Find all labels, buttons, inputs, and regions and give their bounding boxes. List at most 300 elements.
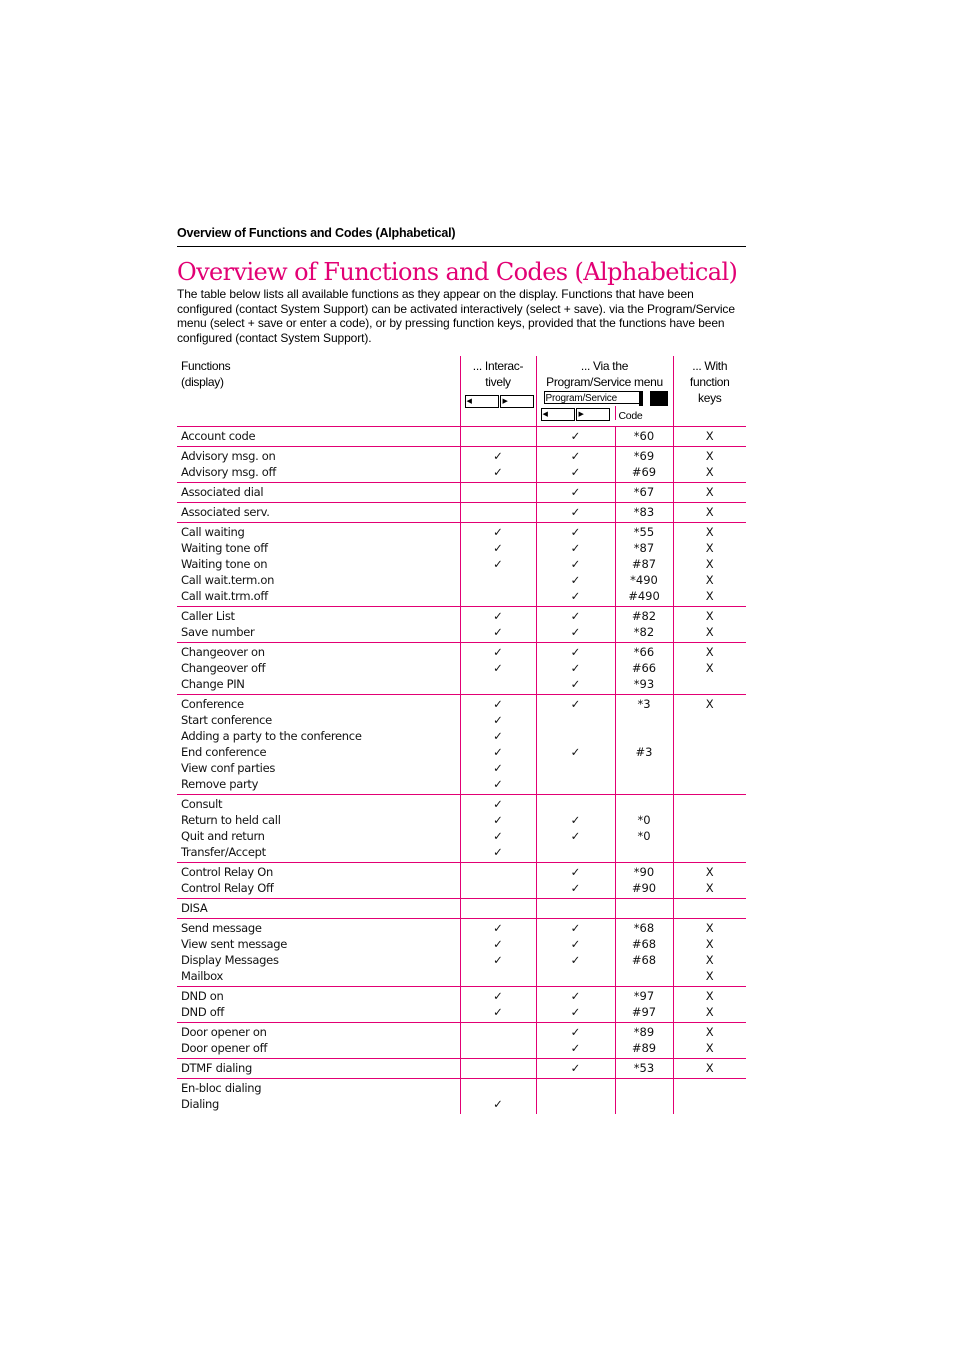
code-cell <box>615 447 673 483</box>
keys-cell <box>673 607 746 643</box>
function-name: Conference <box>181 697 244 711</box>
interactive-mark: ✓ <box>493 465 503 479</box>
code-cell <box>615 899 673 919</box>
code-value: *89 <box>633 1025 655 1039</box>
function-key-mark: X <box>705 969 714 983</box>
code-value: *53 <box>633 1061 655 1075</box>
interactive-mark <box>461 968 536 984</box>
function-key-mark: X <box>705 1041 714 1055</box>
functions-cell <box>177 427 460 447</box>
interactive-cell <box>460 863 536 899</box>
menu-mark: ✓ <box>570 881 581 895</box>
code-value: *83 <box>633 505 655 519</box>
header-via-menu-line: ... Via the <box>580 359 629 373</box>
function-name: End conference <box>181 745 267 759</box>
interactive-mark: ✓ <box>493 989 503 1003</box>
function-name: Consult <box>181 797 223 811</box>
header-interactively <box>460 356 536 427</box>
function-name: View sent message <box>181 937 288 951</box>
function-name: Account code <box>181 429 256 443</box>
menu-cell <box>536 503 615 523</box>
function-key-mark: X <box>705 505 714 519</box>
header-function-keys-line: function <box>689 375 730 389</box>
functions-cell <box>177 899 460 919</box>
keys-cell <box>673 795 746 863</box>
function-key-mark: X <box>705 573 714 587</box>
intro-paragraph: The table below lists all available functions as they appear on the display. Functions that have been configured (contact System Support) can be activated interactively (select + save). via the Program/Service menu (select + save or enter a code), or by pressing function keys, provided that the functions have been configured (contact System Support). <box>177 287 735 345</box>
display-keys-graphic <box>461 395 536 425</box>
code-cell <box>615 919 673 987</box>
function-name: Quit and return <box>181 829 265 843</box>
header-functions-line: Functions <box>181 359 231 373</box>
interactive-mark <box>461 504 536 520</box>
menu-mark: ✓ <box>570 609 581 623</box>
code-value: *93 <box>633 677 655 691</box>
table-row <box>177 1059 746 1079</box>
functions-cell <box>177 695 460 795</box>
menu-mark <box>537 844 615 860</box>
function-name: DND off <box>181 1005 225 1019</box>
table-row <box>177 427 746 447</box>
page-title: Overview of Functions and Codes (Alphabetical) <box>177 258 738 286</box>
code-cell <box>615 1059 673 1079</box>
code-value: #89 <box>631 1041 657 1055</box>
function-name: Associated serv. <box>181 505 270 519</box>
functions-codes-table <box>177 356 746 1114</box>
function-key-mark <box>674 676 747 692</box>
function-name: Call waiting <box>181 525 245 539</box>
keys-cell <box>673 427 746 447</box>
keys-cell <box>673 483 746 503</box>
code-column-separator <box>615 406 616 420</box>
code-value <box>616 712 673 728</box>
menu-cell <box>536 523 615 607</box>
interactive-cell <box>460 695 536 795</box>
interactive-mark: ✓ <box>493 829 503 843</box>
menu-mark: ✓ <box>570 573 581 587</box>
function-name: Change PIN <box>181 677 245 691</box>
menu-left-key <box>541 408 575 421</box>
keys-cell <box>673 447 746 483</box>
header-via-menu <box>536 356 673 427</box>
interactive-mark: ✓ <box>493 953 503 967</box>
header-interactively-line: tively <box>485 375 511 389</box>
menu-mark: ✓ <box>570 449 581 463</box>
function-key-mark <box>674 828 747 844</box>
menu-cell <box>536 899 615 919</box>
code-value: *0 <box>637 813 651 827</box>
code-cell <box>615 643 673 695</box>
table-row <box>177 607 746 643</box>
interactive-mark: ✓ <box>493 661 503 675</box>
interactive-mark: ✓ <box>493 449 503 463</box>
code-value: *490 <box>630 573 658 587</box>
function-name: Return to held call <box>181 813 281 827</box>
interactive-mark: ✓ <box>493 713 503 727</box>
code-value <box>616 968 673 984</box>
code-value: #68 <box>631 937 657 951</box>
interactive-cell <box>460 899 536 919</box>
function-key-mark <box>674 812 747 828</box>
keys-cell <box>673 987 746 1023</box>
function-name: Mailbox <box>181 969 224 983</box>
interactive-mark: ✓ <box>493 845 503 859</box>
function-name: Advisory msg. off <box>181 465 277 479</box>
interactive-mark: ✓ <box>493 645 503 659</box>
function-name: Control Relay On <box>181 865 274 879</box>
function-name: Save number <box>181 625 255 639</box>
code-value: #90 <box>631 881 657 895</box>
header-function-keys-line: ... With <box>692 359 728 373</box>
menu-mark: ✓ <box>570 429 581 443</box>
code-cell <box>615 863 673 899</box>
interactive-mark: ✓ <box>493 1097 503 1111</box>
function-key-mark: X <box>705 1005 714 1019</box>
interactive-cell <box>460 795 536 863</box>
menu-cell <box>536 795 615 863</box>
keys-cell <box>673 695 746 795</box>
menu-mark: ✓ <box>570 485 581 499</box>
menu-mark: ✓ <box>570 645 581 659</box>
table-row <box>177 899 746 919</box>
menu-mark: ✓ <box>570 697 581 711</box>
menu-mark <box>537 968 615 984</box>
header-code: Code <box>618 410 643 422</box>
code-value <box>616 776 673 792</box>
menu-mark: ✓ <box>570 813 581 827</box>
function-key-mark: X <box>705 697 714 711</box>
code-value: *68 <box>633 921 655 935</box>
functions-cell <box>177 447 460 483</box>
menu-cell <box>536 483 615 503</box>
menu-mark: ✓ <box>570 557 581 571</box>
interactive-mark: ✓ <box>493 557 503 571</box>
code-value: *69 <box>633 449 655 463</box>
function-name: Changeover on <box>181 645 265 659</box>
left-triangle-icon: ◀ <box>542 411 548 418</box>
interactive-mark: ✓ <box>493 609 503 623</box>
table-row <box>177 987 746 1023</box>
functions-cell <box>177 863 460 899</box>
interactive-cell <box>460 1023 536 1059</box>
code-cell <box>615 1079 673 1115</box>
code-value <box>616 1096 673 1112</box>
code-value: *82 <box>633 625 655 639</box>
menu-mark: ✓ <box>570 937 581 951</box>
interactive-mark <box>461 1024 536 1040</box>
table-row <box>177 483 746 503</box>
interactive-cell <box>460 503 536 523</box>
function-key-mark: X <box>705 449 714 463</box>
code-value: *90 <box>633 865 655 879</box>
table-row <box>177 643 746 695</box>
menu-cell <box>536 643 615 695</box>
keys-cell <box>673 1023 746 1059</box>
function-key-mark: X <box>705 881 714 895</box>
interactive-mark <box>461 1080 536 1096</box>
function-key-mark: X <box>705 541 714 555</box>
interactive-cell <box>460 919 536 987</box>
interactive-mark: ✓ <box>493 921 503 935</box>
interactive-mark: ✓ <box>493 777 503 791</box>
menu-cell <box>536 607 615 643</box>
code-cell <box>615 1023 673 1059</box>
interactive-mark <box>461 572 536 588</box>
code-value <box>616 1080 673 1096</box>
header-functions <box>177 356 460 427</box>
menu-mark: ✓ <box>570 465 581 479</box>
code-value: #68 <box>631 953 657 967</box>
menu-mark: ✓ <box>570 625 581 639</box>
display-right-key <box>500 395 534 408</box>
interactive-mark <box>461 900 536 916</box>
function-key-mark <box>674 712 747 728</box>
table-row <box>177 795 746 863</box>
interactive-mark: ✓ <box>493 797 503 811</box>
interactive-mark: ✓ <box>493 729 503 743</box>
interactive-cell <box>460 987 536 1023</box>
interactive-mark: ✓ <box>493 697 503 711</box>
function-name: Advisory msg. on <box>181 449 276 463</box>
menu-mark <box>537 1096 615 1112</box>
function-key-mark: X <box>705 937 714 951</box>
menu-mark <box>537 796 615 812</box>
function-key-mark: X <box>705 1025 714 1039</box>
interactive-mark <box>461 880 536 896</box>
display-left-key <box>465 395 499 408</box>
code-value: #66 <box>631 661 657 675</box>
interactive-mark: ✓ <box>493 541 503 555</box>
function-key-mark <box>674 728 747 744</box>
function-name: View conf parties <box>181 761 276 775</box>
code-cell <box>615 427 673 447</box>
menu-display-graphic <box>537 390 673 420</box>
menu-mark: ✓ <box>570 1025 581 1039</box>
menu-mark <box>537 900 615 916</box>
interactive-mark: ✓ <box>493 937 503 951</box>
code-cell <box>615 523 673 607</box>
interactive-cell <box>460 643 536 695</box>
header-rule <box>177 246 746 247</box>
keys-cell <box>673 503 746 523</box>
interactive-mark <box>461 676 536 692</box>
interactive-mark <box>461 1040 536 1056</box>
function-key-mark <box>674 776 747 792</box>
code-cell <box>615 483 673 503</box>
code-value <box>616 760 673 776</box>
menu-mark: ✓ <box>570 525 581 539</box>
interactive-mark <box>461 1060 536 1076</box>
functions-cell <box>177 987 460 1023</box>
function-key-mark: X <box>705 525 714 539</box>
code-cell <box>615 607 673 643</box>
interactive-mark: ✓ <box>493 761 503 775</box>
function-name: Remove party <box>181 777 259 791</box>
menu-mark <box>537 712 615 728</box>
function-name: DISA <box>181 901 208 915</box>
code-value: #69 <box>631 465 657 479</box>
interactive-cell <box>460 483 536 503</box>
function-key-mark: X <box>705 921 714 935</box>
function-name: Door opener on <box>181 1025 267 1039</box>
menu-mark: ✓ <box>570 829 581 843</box>
keys-cell <box>673 863 746 899</box>
menu-mark: ✓ <box>570 1005 581 1019</box>
interactive-cell <box>460 523 536 607</box>
interactive-cell <box>460 427 536 447</box>
code-value: *3 <box>637 697 651 711</box>
menu-mark: ✓ <box>570 677 581 691</box>
keys-cell <box>673 523 746 607</box>
functions-cell <box>177 1079 460 1115</box>
keys-cell <box>673 1059 746 1079</box>
keys-cell <box>673 899 746 919</box>
function-key-mark <box>674 1080 747 1096</box>
function-name: Changeover off <box>181 661 266 675</box>
function-name: Start conference <box>181 713 272 727</box>
code-value <box>616 796 673 812</box>
menu-mark: ✓ <box>570 1041 581 1055</box>
function-key-mark <box>674 744 747 760</box>
function-name: Dialing <box>181 1097 219 1111</box>
menu-right-key <box>576 408 610 421</box>
menu-mark: ✓ <box>570 865 581 879</box>
function-key-mark <box>674 900 747 916</box>
menu-mark: ✓ <box>570 745 581 759</box>
code-value: #82 <box>631 609 657 623</box>
function-name: Door opener off <box>181 1041 268 1055</box>
function-name: Send message <box>181 921 262 935</box>
table-row <box>177 523 746 607</box>
menu-cell <box>536 1079 615 1115</box>
functions-cell <box>177 523 460 607</box>
functions-cell <box>177 795 460 863</box>
function-name: Adding a party to the conference <box>181 729 362 743</box>
display-block <box>650 391 668 406</box>
keys-cell <box>673 643 746 695</box>
menu-display-box: Program/Service <box>544 391 642 404</box>
menu-cell <box>536 447 615 483</box>
interactive-mark: ✓ <box>493 1005 503 1019</box>
function-name: Caller List <box>181 609 235 623</box>
function-key-mark: X <box>705 661 714 675</box>
table-row <box>177 503 746 523</box>
interactive-mark <box>461 428 536 444</box>
menu-cell <box>536 987 615 1023</box>
code-cell <box>615 795 673 863</box>
function-key-mark: X <box>705 429 714 443</box>
menu-mark: ✓ <box>570 541 581 555</box>
function-name: Waiting tone off <box>181 541 268 555</box>
functions-cell <box>177 1023 460 1059</box>
table-row <box>177 1023 746 1059</box>
interactive-cell <box>460 447 536 483</box>
menu-mark <box>537 1080 615 1096</box>
menu-mark <box>537 760 615 776</box>
function-key-mark: X <box>705 1061 714 1075</box>
code-value <box>616 900 673 916</box>
function-name: Call wait.term.on <box>181 573 275 587</box>
code-cell <box>615 987 673 1023</box>
code-value: #490 <box>628 589 660 603</box>
right-triangle-icon: ▶ <box>578 411 584 418</box>
menu-mark: ✓ <box>570 1061 581 1075</box>
function-key-mark: X <box>705 485 714 499</box>
code-value <box>616 728 673 744</box>
table-row <box>177 919 746 987</box>
code-cell <box>615 695 673 795</box>
code-value: *60 <box>633 429 655 443</box>
code-value: #87 <box>631 557 657 571</box>
header-functions-line: (display) <box>181 375 224 389</box>
function-name: Transfer/Accept <box>181 845 266 859</box>
function-name: DND on <box>181 989 224 1003</box>
menu-mark <box>537 776 615 792</box>
code-value: *97 <box>633 989 655 1003</box>
functions-cell <box>177 643 460 695</box>
menu-mark: ✓ <box>570 953 581 967</box>
function-key-mark: X <box>705 609 714 623</box>
function-key-mark: X <box>705 989 714 1003</box>
interactive-mark <box>461 864 536 880</box>
function-key-mark: X <box>705 589 714 603</box>
menu-mark: ✓ <box>570 589 581 603</box>
function-key-mark: X <box>705 645 714 659</box>
interactive-mark <box>461 484 536 500</box>
functions-cell <box>177 919 460 987</box>
function-key-mark: X <box>705 625 714 639</box>
menu-cell <box>536 427 615 447</box>
function-key-mark: X <box>705 557 714 571</box>
keys-cell <box>673 1079 746 1115</box>
table-row <box>177 695 746 795</box>
interactive-cell <box>460 1079 536 1115</box>
function-key-mark: X <box>705 953 714 967</box>
functions-cell <box>177 1059 460 1079</box>
table-row <box>177 447 746 483</box>
function-key-mark <box>674 1096 747 1112</box>
function-name: Call wait.trm.off <box>181 589 268 603</box>
function-name: Display Messages <box>181 953 279 967</box>
menu-mark: ✓ <box>570 989 581 1003</box>
left-triangle-icon: ◀ <box>466 398 472 405</box>
interactive-mark: ✓ <box>493 813 503 827</box>
menu-mark: ✓ <box>570 661 581 675</box>
code-cell <box>615 503 673 523</box>
functions-cell <box>177 607 460 643</box>
code-value: *55 <box>633 525 655 539</box>
menu-cell <box>536 1059 615 1079</box>
function-name: Control Relay Off <box>181 881 274 895</box>
header-function-keys <box>673 356 746 427</box>
header-via-menu-line: Program/Service menu <box>546 375 663 389</box>
keys-cell <box>673 919 746 987</box>
code-value: *67 <box>633 485 655 499</box>
right-triangle-icon: ▶ <box>502 398 508 405</box>
table-row <box>177 863 746 899</box>
interactive-mark: ✓ <box>493 625 503 639</box>
menu-cell <box>536 919 615 987</box>
header-function-keys-line: keys <box>698 391 722 405</box>
menu-mark <box>537 728 615 744</box>
menu-cell <box>536 1023 615 1059</box>
menu-cell <box>536 695 615 795</box>
code-value: #97 <box>631 1005 657 1019</box>
code-value: *87 <box>633 541 655 555</box>
functions-cell <box>177 503 460 523</box>
menu-cell <box>536 863 615 899</box>
function-name: En-bloc dialing <box>181 1081 262 1095</box>
